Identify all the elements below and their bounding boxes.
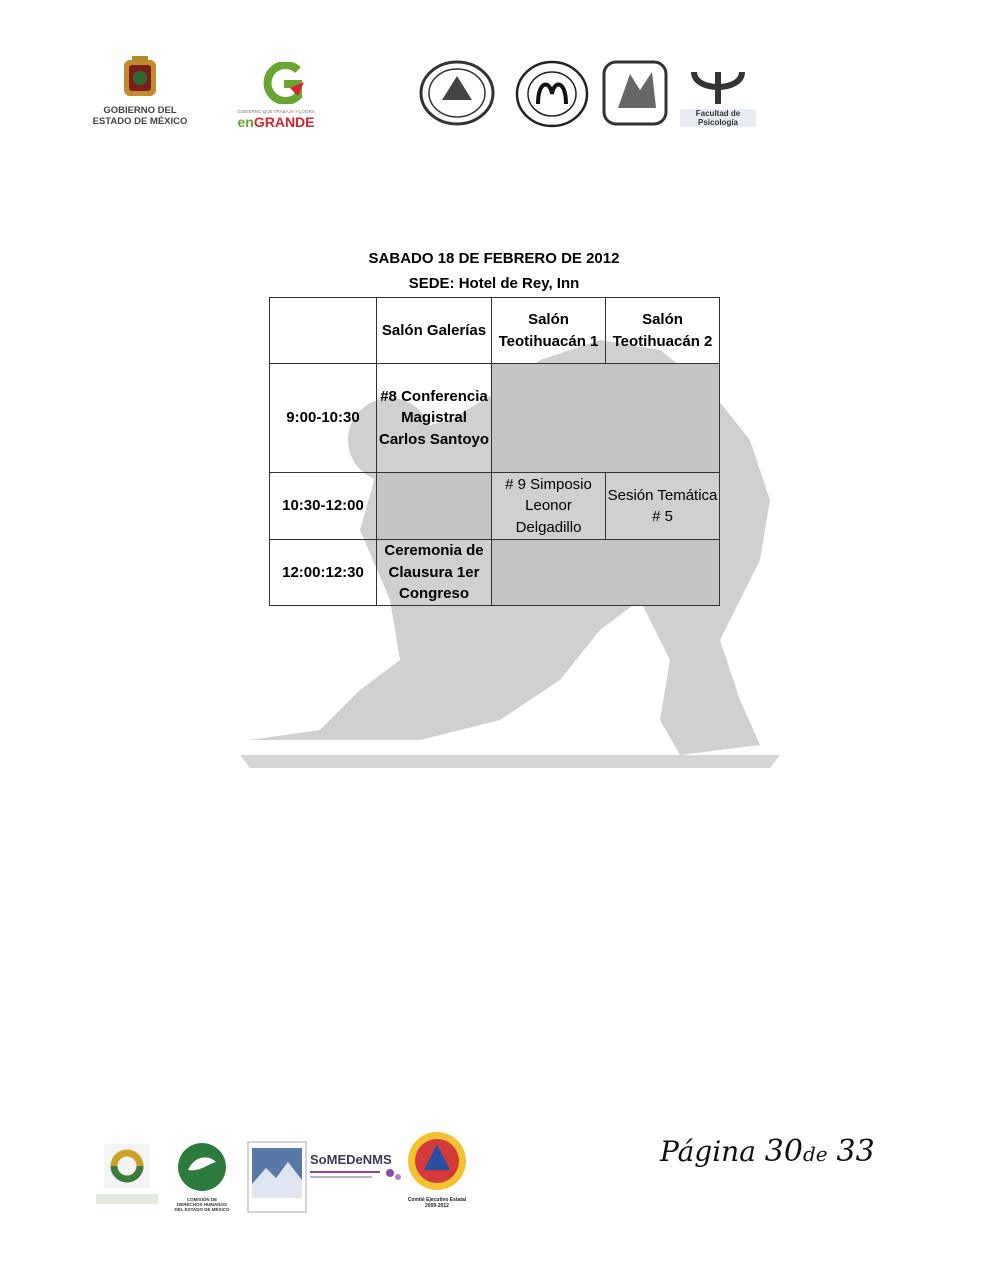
table-row — [270, 364, 720, 473]
header-cell-empty — [270, 298, 377, 364]
coat-of-arms-icon — [84, 56, 196, 100]
psicologia-logo — [680, 68, 756, 126]
schedule-title: SABADO 18 DE FEBRERO DE 2012 — [368, 250, 620, 267]
gobierno-logo — [84, 56, 196, 128]
psicologia-text: Facultad de Psicología — [680, 109, 756, 127]
empty-grey-cell — [492, 364, 720, 473]
mountain-logo-icon — [246, 1140, 308, 1214]
fes-seal-icon — [514, 60, 590, 128]
table-header-row — [270, 298, 720, 364]
engrande-small-text: GOBIERNO QUE TRABAJA Y LOGRA — [237, 109, 315, 114]
header-logos — [0, 0, 990, 140]
session-cell: #8 Conferencia Magistral Carlos Santoyo — [377, 364, 492, 473]
comite-seal-icon — [406, 1130, 468, 1192]
engrande-logo — [232, 62, 320, 128]
page-current: 30 — [764, 1134, 803, 1169]
table-row — [270, 540, 720, 606]
session-cell: Ceremonia de Clausura 1er Congreso — [377, 540, 492, 606]
time-cell: 9:00-10:30 — [270, 364, 377, 473]
page-of: de — [802, 1142, 828, 1166]
schedule-venue: SEDE: Hotel de Rey, Inn — [408, 275, 580, 292]
cdh-text: COMISIÓN DE DERECHOS HUMANOS DEL ESTADO DE MÉXICO — [174, 1197, 230, 1212]
g-letter-icon — [232, 62, 320, 104]
cdh-dove-icon — [174, 1142, 230, 1192]
isem-logo-icon — [94, 1142, 160, 1208]
schedule-table — [269, 297, 720, 606]
gobierno-logo-text: GOBIERNO DEL ESTADO DE MÉXICO — [92, 105, 188, 127]
empty-grey-cell — [377, 473, 492, 540]
header-cell-galerias: Salón Galerías — [377, 298, 492, 364]
time-cell: 10:30-12:00 — [270, 473, 377, 540]
footer-logos — [90, 1130, 480, 1215]
engrande-grande: GRANDE — [253, 114, 315, 130]
unam-seal-icon — [418, 60, 496, 126]
time-cell: 12:00:12:30 — [270, 540, 377, 606]
unam-eagle-icon — [600, 60, 670, 126]
page-number — [660, 1134, 875, 1169]
page-total: 33 — [836, 1134, 875, 1169]
comite-text: Comité Ejecutivo Estatal 2009-2012 — [407, 1197, 467, 1209]
comite-logo — [406, 1130, 468, 1210]
empty-grey-cell — [492, 540, 720, 606]
engrande-main-text — [232, 115, 320, 130]
header-cell-teotihuacan-1: Salón Teotihuacán 1 — [492, 298, 606, 364]
somedenms-dots-icon — [310, 1167, 404, 1183]
session-cell: # 9 Simposio Leonor Delgadillo — [492, 473, 606, 540]
table-row — [270, 473, 720, 540]
page-label: Página — [660, 1135, 756, 1168]
cdh-logo — [174, 1142, 230, 1210]
psi-icon — [680, 68, 756, 104]
somedenms-logo — [310, 1152, 404, 1202]
header-cell-teotihuacan-2: Salón Teotihuacán 2 — [606, 298, 720, 364]
somedenms-text: SoMEDeNMS — [310, 1152, 392, 1167]
engrande-en: en — [237, 114, 254, 130]
session-cell: Sesión Temática # 5 — [606, 473, 720, 540]
